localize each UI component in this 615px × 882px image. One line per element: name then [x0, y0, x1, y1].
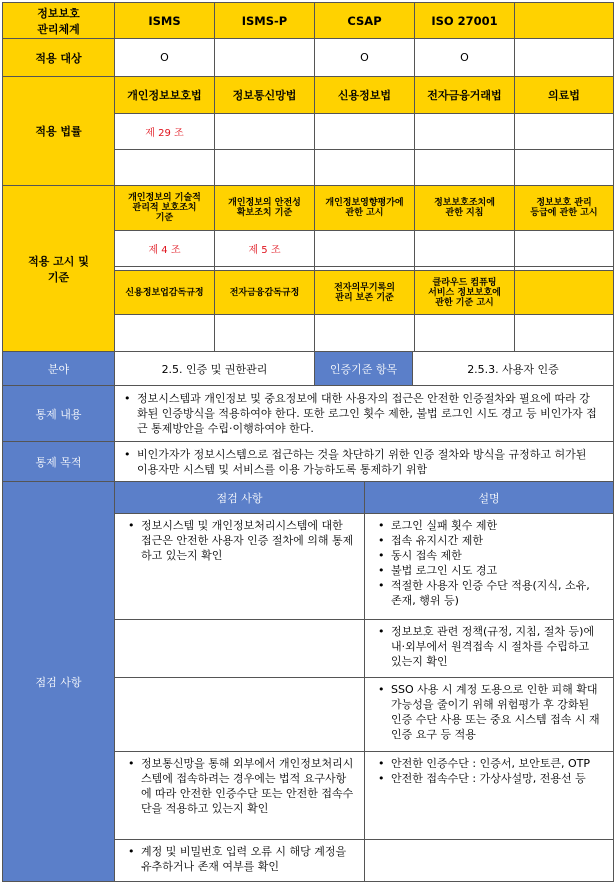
law-ref: [215, 114, 315, 150]
criteria-item-label: 인증기준 항목: [315, 352, 413, 386]
law-empty: [215, 150, 315, 186]
notice-name: [315, 186, 415, 231]
notice-name-text: 정보보호 관리 등급에 관한 고시: [530, 198, 598, 218]
inspection-col-item: 점검 사항: [115, 482, 365, 514]
law-empty: [515, 150, 614, 186]
notice-empty: [115, 315, 215, 352]
law-name: 신용정보법: [315, 77, 415, 114]
target-mark: [215, 39, 315, 77]
law-label: 적용 법률: [3, 77, 115, 186]
criteria-item-value: 2.5.3. 사용자 인증: [413, 352, 614, 386]
inspection-col-desc: 설명: [365, 482, 614, 514]
col-isms: ISMS: [115, 3, 215, 39]
notice-name-text: 개인정보의 안전성 확보조치 기준: [228, 198, 301, 218]
notice-name-text: 개인정보의 기술적 관리적 보호조치 기준: [128, 193, 201, 223]
inspection-desc: • SSO 사용 시 계정 도용으로 인한 피해 확대 가능성을 줄이기 위해 위험평가 후 강화된 인증 수단 사용 또는 중요 시스템 접속 시 재인증 요구 등 적용: [391, 682, 603, 742]
inspection-desc: • 안전한 접속수단 : 가상사설망, 전용선 등: [391, 771, 603, 786]
control-table: [2, 351, 614, 482]
notice-name: [215, 186, 315, 231]
security-standard-sheet: [2, 2, 613, 882]
law-name: 전자금융거래법: [415, 77, 515, 114]
law-name: 정보통신망법: [215, 77, 315, 114]
notice-label-text: 적용 고시 및 기준: [28, 254, 89, 284]
notice-empty: [215, 315, 315, 352]
notice-ref: [315, 231, 415, 267]
law-ref: [315, 114, 415, 150]
notice-name-2-text: 전자의무기록의 관리 보존 기준: [334, 282, 395, 303]
notice-empty: [415, 315, 515, 352]
applicability-table: [2, 2, 614, 352]
notice-name-2: [215, 271, 315, 315]
notice-label: [3, 186, 115, 352]
inspection-item: • 정보시스템 및 개인정보처리시스템에 대한 접근은 안전한 사용자 인증 절차에 의해 통제하고 있는지 확인: [141, 518, 354, 563]
inspection-label: 점검 사항: [3, 482, 115, 882]
law-ref: 제 29 조: [115, 114, 215, 150]
notice-name-2: [115, 271, 215, 315]
notice-name-2: [315, 271, 415, 315]
notice-name: [115, 186, 215, 231]
notice-ref: 제 5 조: [215, 231, 315, 267]
law-name: 의료법: [515, 77, 614, 114]
col-blank: [515, 3, 614, 39]
control-purpose-text: • 비인가자가 정보시스템으로 접근하는 것을 차단하기 위한 인증 절차와 방식을 규정하고 허가된 이용자만 시스템 및 서비스를 이용 가능하도록 통제하기 위함: [137, 447, 599, 477]
control-content: [115, 386, 614, 442]
law-ref: [415, 114, 515, 150]
inspection-desc-cell: [365, 678, 614, 752]
notice-name-2-text: 전자금융감독규정: [229, 287, 300, 298]
inspection-desc-cell: [365, 752, 614, 840]
control-purpose-label: 통제 목적: [3, 442, 115, 482]
notice-name: [515, 186, 614, 231]
target-mark: O: [115, 39, 215, 77]
inspection-table: [2, 481, 614, 882]
notice-name: [415, 186, 515, 231]
notice-ref: 제 4 조: [115, 231, 215, 267]
inspection-desc: • 정보보호 관련 정책(규정, 지침, 절차 등)에 내·외부에서 원격접속 시 절차를 수립하고 있는지 확인: [391, 624, 603, 669]
inspection-desc-cell: [365, 620, 614, 678]
notice-name-2-text: 신용정보업감독규정: [125, 287, 204, 298]
law-empty: [415, 150, 515, 186]
col-isms-p: ISMS-P: [215, 3, 315, 39]
control-purpose: [115, 442, 614, 482]
inspection-desc: • 동시 접속 제한: [391, 548, 603, 563]
notice-name-text: 정보보호조치에 관한 지침: [434, 198, 495, 218]
target-mark: O: [415, 39, 515, 77]
target-label: 적용 대상: [3, 39, 115, 77]
inspection-item-cell: [115, 514, 365, 620]
notice-name-2: [515, 271, 614, 315]
notice-name-2-text: 클라우드 컴퓨팅 서비스 정보보호에 관한 기준 고시: [428, 277, 501, 308]
inspection-item-cell: [115, 752, 365, 840]
notice-ref: [515, 231, 614, 267]
inspection-item-cell: [115, 678, 365, 752]
inspection-desc: • 불법 로그인 시도 경고: [391, 563, 603, 578]
law-name: 개인정보보호법: [115, 77, 215, 114]
inspection-desc: • 로그인 실패 횟수 제한: [391, 518, 603, 533]
notice-ref: [415, 231, 515, 267]
inspection-desc: • 적절한 사용자 인증 수단 적용(지식, 소유, 존재, 행위 등): [391, 578, 603, 608]
control-content-text: • 정보시스템과 개인정보 및 중요정보에 대한 사용자의 접근은 안전한 인증절차와 필요에 따라 강화된 인증방식을 적용하여야 한다. 또한 로그인 횟수 제한, 불법 로그인 시도 경고 등 비인가자 접근 통제방안을 수립·이행하여야 한다.: [137, 391, 599, 436]
inspection-item-cell: [115, 620, 365, 678]
inspection-desc-cell: [365, 514, 614, 620]
col-csap: CSAP: [315, 3, 415, 39]
field-label: 분야: [3, 352, 115, 386]
inspection-item: • 계정 및 비밀번호 입력 오류 시 해당 계정을 유추하거나 존재 여부를 확인: [141, 844, 354, 874]
target-mark: O: [315, 39, 415, 77]
system-label: [3, 3, 115, 39]
system-label-text: 정보보호 관리체계: [37, 6, 80, 36]
control-content-label: 통제 내용: [3, 386, 115, 442]
notice-empty: [315, 315, 415, 352]
inspection-item: • 정보통신망을 통해 외부에서 개인정보처리시스템에 접속하려는 경우에는 법적 요구사항에 따라 안전한 인증수단 또는 안전한 접속수단을 적용하고 있는지 확인: [141, 756, 354, 816]
law-empty: [315, 150, 415, 186]
field-value: 2.5. 인증 및 권한관리: [115, 352, 315, 386]
notice-empty: [515, 315, 614, 352]
law-empty: [115, 150, 215, 186]
notice-name-2: [415, 271, 515, 315]
col-iso27001: ISO 27001: [415, 3, 515, 39]
notice-name-text: 개인정보영향평가에 관한 고시: [325, 198, 404, 218]
target-mark: [515, 39, 614, 77]
inspection-desc: • 접속 유지시간 제한: [391, 533, 603, 548]
law-ref: [515, 114, 614, 150]
inspection-desc: • 안전한 인증수단 : 인증서, 보안토큰, OTP: [391, 756, 603, 771]
